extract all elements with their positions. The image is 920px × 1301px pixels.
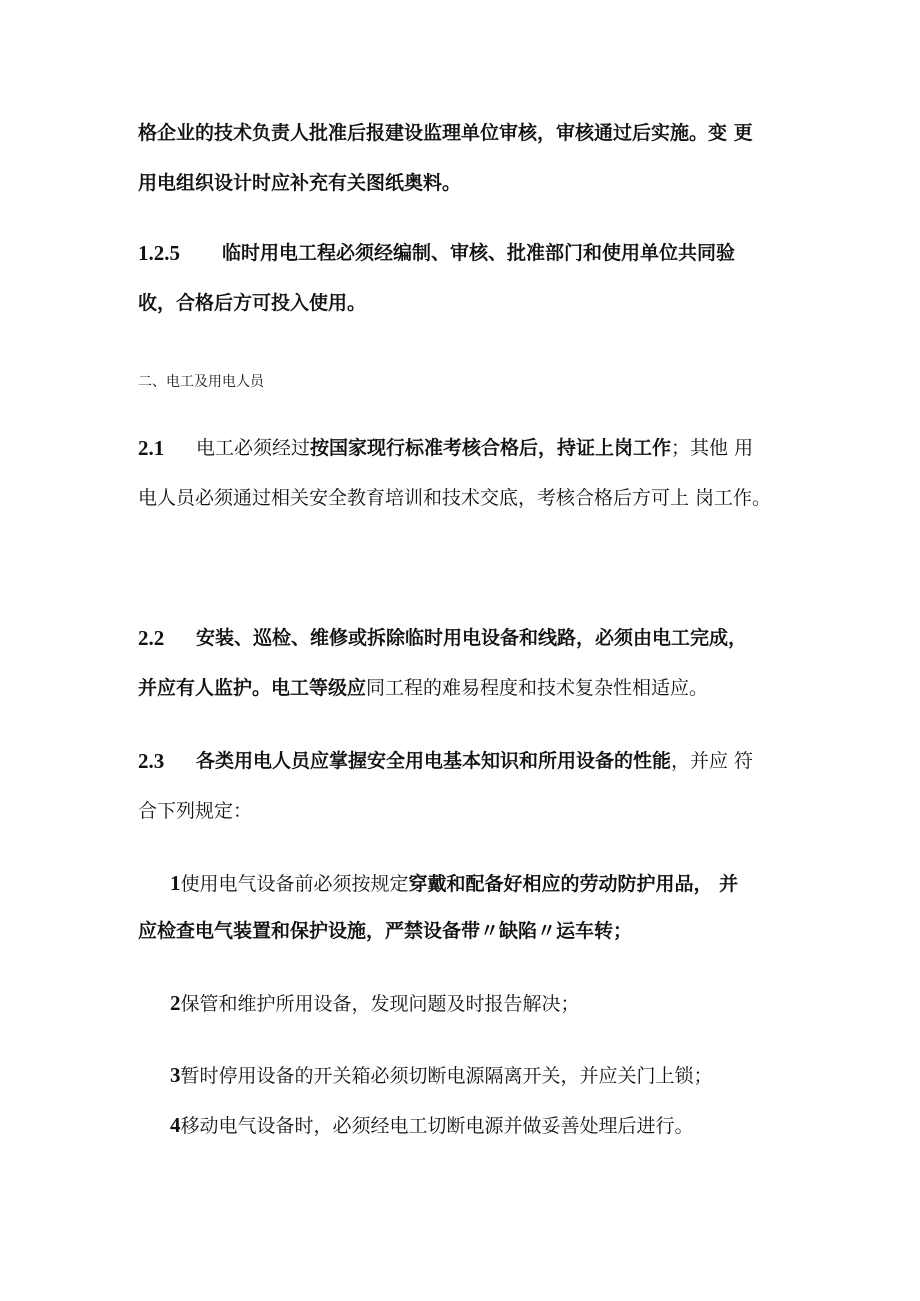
clause-text: 电工必须经过按国家现行标准考核合格后，持证上岗工作；其他 用 xyxy=(196,437,754,459)
clause-number: 2.2 xyxy=(138,626,165,650)
list-item: 3暂时停用设备的开关箱必须切断电源隔离开关，并应关门上锁； xyxy=(170,1063,713,1087)
clause-text: 收，合格后方可投入使用。 xyxy=(138,292,367,314)
list-item: 4移动电气设备时，必须经电工切断电源并做妥善处理后进行。 xyxy=(170,1113,694,1137)
clause-text: 并应有人监护。电工等级应同工程的难易程度和技术复杂性相适应。 xyxy=(138,677,709,699)
clause-number: 1.2.5 xyxy=(138,241,180,265)
section-heading: 二、电工及用电人员 xyxy=(138,374,264,390)
clause-text: 合下列规定： xyxy=(138,800,253,822)
paragraph-line: 用电组织设计时应补充有关图纸奥料。 xyxy=(138,172,462,194)
clause-text: 电人员必须通过相关安全教育培训和技术交底，考核合格后方可上 岗工作。 xyxy=(138,487,772,509)
list-item: 2保管和维护所用设备，发现问题及时报告解决； xyxy=(170,991,580,1015)
clause-text: 安装、巡检、维修或拆除临时用电设备和线路，必须由电工完成， xyxy=(196,627,748,649)
clause-number: 2.3 xyxy=(138,749,165,773)
clause-text: 临时用电工程必须经编制、审核、批准部门和使用单位共同验 xyxy=(222,242,736,264)
clause-number: 2.1 xyxy=(138,436,165,460)
list-item: 1使用电气设备前必须按规定穿戴和配备好相应的劳动防护用品， 并 xyxy=(170,871,739,895)
clause-text: 各类用电人员应掌握安全用电基本知识和所用设备的性能，并应 符 xyxy=(196,750,754,772)
paragraph-line: 格企业的技术负责人批准后报建设监理单位审核，审核通过后实施。变 更 xyxy=(138,122,753,144)
list-item-continuation: 应检查电气装置和保护设施，严禁设备带〃缺陷〃运车转； xyxy=(138,920,633,942)
